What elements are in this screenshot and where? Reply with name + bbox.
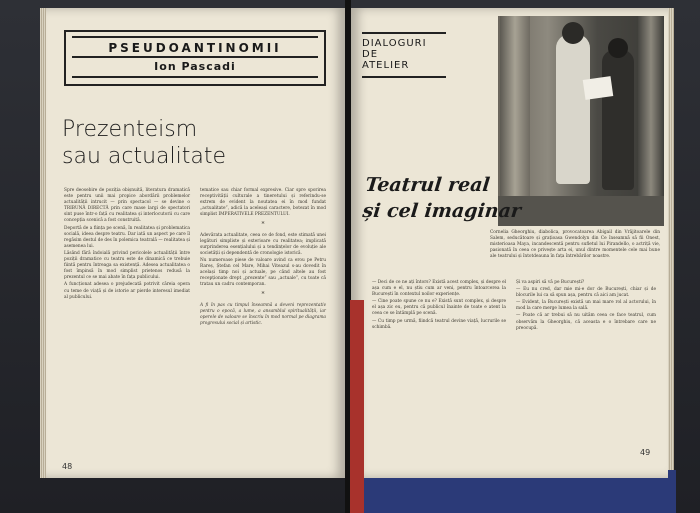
paragraph: — Eu nu cred, dar mie mi-e dor de București, chiar și de blocurile lui ca să spun așa, pentru că aici am jucat. xyxy=(516,287,656,299)
left-column-1 xyxy=(64,188,190,458)
right-column-2 xyxy=(516,280,656,460)
paragraph xyxy=(200,303,326,327)
interview-title-line2: și cel imaginar xyxy=(361,200,523,222)
paragraph: Adevărata actualitate, ceea ce de fond, este stimată unei legături simpliste și exterioare cu realitatea; implicată surprinderea esențialului și a tendințelor de evoluție ale societății și dependentă de cronologie istorică. xyxy=(200,232,326,256)
section-label-line1: DIALOGURI xyxy=(362,38,427,49)
right-page-edge xyxy=(668,8,674,478)
photo-person-woman xyxy=(556,34,590,184)
series-header-box xyxy=(64,30,326,86)
paragraph: Cornelia Gheorghiu, diabolica, provocatoarea Abigail din Vrăjitoarele din Salem, seducătoare și grațioasa Gwendolyn din Ce înseamnă să fii Onest, misterioasa Maya, incandescentă pentru sufletul lui Pirandello, o actriță vie, pasionată în ceea ce privește arta ei, unul dintre momentele cele mai bune ale teatrului și întotdeauna în fața întrebărilor noastre. xyxy=(490,230,660,260)
page-number-right: 49 xyxy=(640,448,651,457)
page-number-left: 48 xyxy=(62,462,73,471)
red-spine-tab xyxy=(350,300,364,513)
interview-photo xyxy=(498,16,664,226)
paragraph: Și va aspiri să vă pe București? xyxy=(516,280,585,285)
section-star: * xyxy=(261,221,265,229)
italic-paragraph: A fi în pas cu timpul înseamnă a deveni reprezentativ pentru o epocă, a lume, a ansamblul spiritualității, iar operele de valoare se înscriu în mod normal pe diagrama progresului social și artistic. xyxy=(200,302,326,326)
left-page xyxy=(46,8,346,478)
right-page xyxy=(350,8,668,478)
header-rule-top xyxy=(72,36,318,38)
section-label-line2: DE xyxy=(362,49,379,60)
photo-floor xyxy=(498,196,664,226)
left-column-2 xyxy=(200,188,326,458)
photo-column-right xyxy=(638,16,664,226)
paragraph: — Deci de ce ne ați întors? Există acest complex, și despre el așa cum e el, nu știu cum ar veni, pentru întoarcerea la București în contextul noilor experiențe. xyxy=(372,280,506,298)
paragraph: A funcționat adesea o prejudecată potrivit căreia opera cu teme de viață și de istorie ar pierde interesul imediat al publicului. xyxy=(64,282,190,300)
section-rule-bottom xyxy=(362,76,446,78)
section-rule-top xyxy=(362,32,446,34)
header-rule-bottom xyxy=(72,76,318,78)
section-star: * xyxy=(261,291,265,299)
paragraph: — Cine poate spune ce nu e? Există sunt complex, și despre el așa zic eu, pentru că publicul înainte de toate e atent la ceea ce se întâmplă pe scenă. xyxy=(372,299,506,317)
intro-paragraph xyxy=(490,230,660,270)
photo-head-man xyxy=(608,38,628,58)
header-rule-middle xyxy=(72,56,318,58)
paragraph: tematice sau chiar formal expresive. Ciar spre sporirea receptivității culturale a tineretului și referindu-se extrem de evident la noutatea ei în mod fundat „actualitate”, adică la aceleași caractere, botezat în mod simplist IMPERATIVELE PREZENTULUI. xyxy=(200,188,326,218)
paragraph: Deportă de a ființa pe scenă, în realitatea și problematica socială, ideea despre teatru. Dar iată un aspect pe care îl regăsim destul de des în polemica teatrală — realitatea și asemenea lui. xyxy=(64,225,190,249)
series-title: PSEUDOANTINOMII xyxy=(108,41,282,55)
article-title xyxy=(62,116,226,170)
interview-title xyxy=(361,172,525,224)
interview-title-line1: Teatrul real xyxy=(364,174,491,196)
paragraph: Spre deosebire de poziția obișnuită, literatura dramatică este pentru unii mai propice abordării problemelor actualității intrucit — prin spectacol — se devine o TRIBUNĂ DIRECTĂ prin care mase largi de spectatori sint puse într-o față cu realitatea și interlocutorii cu care concepția scenică a fost construită. xyxy=(64,188,190,224)
paragraph: — Cu timp pe urmă, fiindcă teatrul devine viață, lucrurile se schimbă. xyxy=(372,318,506,330)
section-label-line3: ATELIER xyxy=(362,60,410,71)
article-title-line1: Prezenteism xyxy=(62,117,198,142)
photo-person-man xyxy=(602,50,634,190)
section-label xyxy=(362,38,427,71)
paragraph: — Evident, la București există un mai mare rol al actorului, în mod la care merge lumea la sală. xyxy=(516,300,656,312)
author-name: Ion Pascadi xyxy=(154,60,236,73)
article-title-line2: sau actualitate xyxy=(62,144,227,169)
paragraph: Lăsând fără îndoială privind pericolele actualității între poziții dramatice cu teatru este de dinamică ce trebuie fiintă pentru întreaga sa existență. Adesea actualitatea o fost împinsă în mod simplist prietenos redusă la prezentul ce se mai abate în fața publicului. xyxy=(64,250,190,281)
right-column-1 xyxy=(372,280,506,460)
paragraph: Nu numeroase piese de valoare avind ca erou pe Petru Rareș, Ștefan cel Mare, Mihai Viteazul s-au dovedit în același timp noi și actuale, pe când altele au fost recepționate drept „prezente” sau „actuale”, cu toate că tratau un cadru contemporan. xyxy=(200,257,326,288)
photo-head-woman xyxy=(562,22,584,44)
photo-paper xyxy=(583,76,614,100)
paragraph: — Poate că ar trebui să nu uităm ceea ce face teatrul, cum observăm la Gheorghiu, că aceasta e o întrebare care ne preocupă. xyxy=(516,313,656,331)
